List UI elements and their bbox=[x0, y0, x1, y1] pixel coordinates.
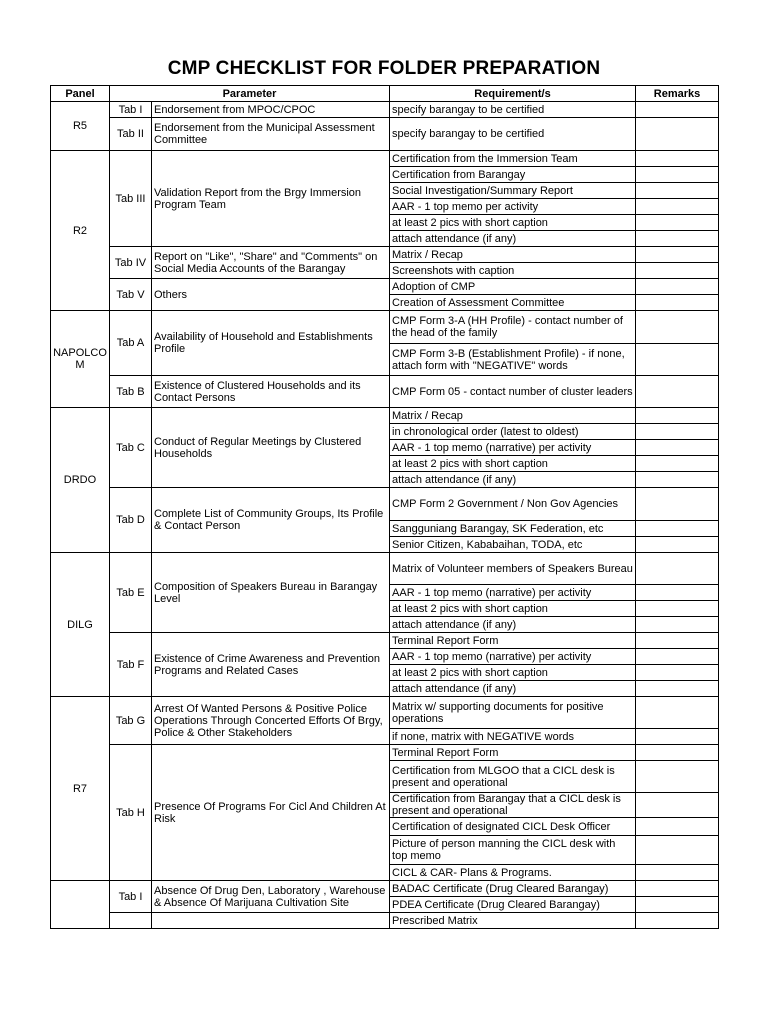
requirement-cell: Certification from Barangay that a CICL desk is present and operational bbox=[390, 793, 636, 818]
remarks-cell[interactable] bbox=[636, 521, 719, 537]
remarks-cell[interactable] bbox=[636, 456, 719, 472]
remarks-cell[interactable] bbox=[636, 865, 719, 881]
requirement-cell: Certification from MLGOO that a CICL desk is present and operational bbox=[390, 761, 636, 793]
table-row bbox=[51, 376, 719, 408]
parameter-cell bbox=[152, 913, 390, 929]
requirement-cell: Adoption of CMP bbox=[390, 279, 636, 295]
remarks-cell[interactable] bbox=[636, 215, 719, 231]
remarks-cell[interactable] bbox=[636, 617, 719, 633]
remarks-cell[interactable] bbox=[636, 681, 719, 697]
remarks-cell[interactable] bbox=[636, 311, 719, 344]
table-row bbox=[51, 408, 719, 424]
requirement-cell: at least 2 pics with short caption bbox=[390, 601, 636, 617]
parameter-cell: Report on "Like", "Share" and "Comments" on Social Media Accounts of the Barangay bbox=[152, 247, 390, 279]
checklist-table bbox=[50, 85, 719, 929]
table-row bbox=[51, 311, 719, 344]
tab-cell: Tab V bbox=[110, 279, 152, 311]
header-requirements: Requirement/s bbox=[390, 86, 636, 102]
parameter-cell: Others bbox=[152, 279, 390, 311]
requirement-cell: Matrix / Recap bbox=[390, 247, 636, 263]
table-row bbox=[51, 913, 719, 929]
requirement-cell: Creation of Assessment Committee bbox=[390, 295, 636, 311]
table-row bbox=[51, 247, 719, 263]
requirement-cell: CMP Form 05 - contact number of cluster leaders bbox=[390, 376, 636, 408]
parameter-cell: Composition of Speakers Bureau in Barangay Level bbox=[152, 553, 390, 633]
panel-cell: DRDO bbox=[51, 408, 110, 553]
requirement-cell: attach attendance (if any) bbox=[390, 472, 636, 488]
requirement-cell: AAR - 1 top memo per activity bbox=[390, 199, 636, 215]
remarks-cell[interactable] bbox=[636, 199, 719, 215]
table-row bbox=[51, 881, 719, 897]
remarks-cell[interactable] bbox=[636, 167, 719, 183]
tab-cell: Tab F bbox=[110, 633, 152, 697]
requirement-cell: Senior Citizen, Kababaihan, TODA, etc bbox=[390, 537, 636, 553]
table-row bbox=[51, 553, 719, 585]
requirement-cell: at least 2 pics with short caption bbox=[390, 215, 636, 231]
table-row bbox=[51, 697, 719, 729]
remarks-cell[interactable] bbox=[636, 408, 719, 424]
tab-cell: Tab III bbox=[110, 151, 152, 247]
remarks-cell[interactable] bbox=[636, 537, 719, 553]
remarks-cell[interactable] bbox=[636, 344, 719, 376]
requirement-cell: attach attendance (if any) bbox=[390, 681, 636, 697]
table-row bbox=[51, 151, 719, 167]
header-parameter: Parameter bbox=[110, 86, 390, 102]
remarks-cell[interactable] bbox=[636, 440, 719, 456]
parameter-cell: Validation Report from the Brgy Immersion Program Team bbox=[152, 151, 390, 247]
requirement-cell: at least 2 pics with short caption bbox=[390, 665, 636, 681]
tab-cell: Tab I bbox=[110, 881, 152, 913]
remarks-cell[interactable] bbox=[636, 665, 719, 681]
remarks-cell[interactable] bbox=[636, 263, 719, 279]
requirement-cell: specify barangay to be certified bbox=[390, 118, 636, 151]
remarks-cell[interactable] bbox=[636, 424, 719, 440]
remarks-cell[interactable] bbox=[636, 745, 719, 761]
remarks-cell[interactable] bbox=[636, 118, 719, 151]
remarks-cell[interactable] bbox=[636, 913, 719, 929]
requirement-cell: AAR - 1 top memo (narrative) per activity bbox=[390, 649, 636, 665]
tab-cell: Tab I bbox=[110, 102, 152, 118]
header-row bbox=[51, 86, 719, 102]
requirement-cell: CMP Form 2 Government / Non Gov Agencies bbox=[390, 488, 636, 521]
requirement-cell: AAR - 1 top memo (narrative) per activity bbox=[390, 585, 636, 601]
requirement-cell: PDEA Certificate (Drug Cleared Barangay) bbox=[390, 897, 636, 913]
remarks-cell[interactable] bbox=[636, 881, 719, 897]
table-row bbox=[51, 118, 719, 151]
remarks-cell[interactable] bbox=[636, 279, 719, 295]
requirement-cell: attach attendance (if any) bbox=[390, 231, 636, 247]
requirement-cell: Certification from the Immersion Team bbox=[390, 151, 636, 167]
requirement-cell: BADAC Certificate (Drug Cleared Barangay) bbox=[390, 881, 636, 897]
remarks-cell[interactable] bbox=[636, 897, 719, 913]
tab-cell: Tab H bbox=[110, 745, 152, 881]
parameter-cell: Arrest Of Wanted Persons & Positive Police Operations Through Concerted Efforts Of Brgy, Police & Other Stakeholders bbox=[152, 697, 390, 745]
remarks-cell[interactable] bbox=[636, 649, 719, 665]
table-row bbox=[51, 488, 719, 521]
parameter-cell: Conduct of Regular Meetings by Clustered Households bbox=[152, 408, 390, 488]
remarks-cell[interactable] bbox=[636, 102, 719, 118]
remarks-cell[interactable] bbox=[636, 231, 719, 247]
tab-cell: Tab G bbox=[110, 697, 152, 745]
requirement-cell: Picture of person manning the CICL desk with top memo bbox=[390, 836, 636, 865]
table-row bbox=[51, 633, 719, 649]
table-row bbox=[51, 279, 719, 295]
requirement-cell: attach attendance (if any) bbox=[390, 617, 636, 633]
remarks-cell[interactable] bbox=[636, 729, 719, 745]
panel-cell: R2 bbox=[51, 151, 110, 311]
remarks-cell[interactable] bbox=[636, 585, 719, 601]
header-remarks: Remarks bbox=[636, 86, 719, 102]
requirement-cell: Matrix / Recap bbox=[390, 408, 636, 424]
tab-cell: Tab E bbox=[110, 553, 152, 633]
tab-cell: Tab B bbox=[110, 376, 152, 408]
remarks-cell[interactable] bbox=[636, 472, 719, 488]
requirement-cell: Matrix w/ supporting documents for positive operations bbox=[390, 697, 636, 729]
parameter-cell: Complete List of Community Groups, Its Profile & Contact Person bbox=[152, 488, 390, 553]
requirement-cell: Terminal Report Form bbox=[390, 633, 636, 649]
tab-cell: Tab C bbox=[110, 408, 152, 488]
requirement-cell: Sangguniang Barangay, SK Federation, etc bbox=[390, 521, 636, 537]
remarks-cell[interactable] bbox=[636, 761, 719, 793]
panel-cell bbox=[51, 881, 110, 929]
remarks-cell[interactable] bbox=[636, 553, 719, 585]
table-row bbox=[51, 102, 719, 118]
panel-cell: NAPOLCO M bbox=[51, 311, 110, 408]
requirement-cell: if none, matrix with NEGATIVE words bbox=[390, 729, 636, 745]
remarks-cell[interactable] bbox=[636, 793, 719, 818]
tab-cell: Tab IV bbox=[110, 247, 152, 279]
remarks-cell[interactable] bbox=[636, 295, 719, 311]
requirement-cell: CMP Form 3-A (HH Profile) - contact number of the head of the family bbox=[390, 311, 636, 344]
panel-cell: R7 bbox=[51, 697, 110, 881]
requirement-cell: AAR - 1 top memo (narrative) per activity bbox=[390, 440, 636, 456]
remarks-cell[interactable] bbox=[636, 836, 719, 865]
page-title: CMP CHECKLIST FOR FOLDER PREPARATION bbox=[167, 58, 601, 79]
panel-cell: R5 bbox=[51, 102, 110, 151]
parameter-cell: Existence of Clustered Households and its Contact Persons bbox=[152, 376, 390, 408]
requirement-cell: specify barangay to be certified bbox=[390, 102, 636, 118]
requirement-cell: at least 2 pics with short caption bbox=[390, 456, 636, 472]
requirement-cell: CICL & CAR- Plans & Programs. bbox=[390, 865, 636, 881]
requirement-cell: Certification of designated CICL Desk Officer bbox=[390, 818, 636, 836]
tab-cell: Tab D bbox=[110, 488, 152, 553]
table-row bbox=[51, 745, 719, 761]
remarks-cell[interactable] bbox=[636, 376, 719, 408]
remarks-cell[interactable] bbox=[636, 697, 719, 729]
remarks-cell[interactable] bbox=[636, 183, 719, 199]
requirement-cell: Prescribed Matrix bbox=[390, 913, 636, 929]
remarks-cell[interactable] bbox=[636, 601, 719, 617]
requirement-cell: Certification from Barangay bbox=[390, 167, 636, 183]
requirement-cell: CMP Form 3-B (Establishment Profile) - if none, attach form with "NEGATIVE" words bbox=[390, 344, 636, 376]
parameter-cell: Absence Of Drug Den, Laboratory , Warehouse & Absence Of Marijuana Cultivation Site bbox=[152, 881, 390, 913]
header-panel: Panel bbox=[51, 86, 110, 102]
remarks-cell[interactable] bbox=[636, 488, 719, 521]
requirement-cell: Terminal Report Form bbox=[390, 745, 636, 761]
requirement-cell: Screenshots with caption bbox=[390, 263, 636, 279]
tab-cell: Tab II bbox=[110, 118, 152, 151]
requirement-cell: Social Investigation/Summary Report bbox=[390, 183, 636, 199]
tab-cell: Tab A bbox=[110, 311, 152, 376]
panel-cell: DILG bbox=[51, 553, 110, 697]
parameter-cell: Endorsement from MPOC/CPOC bbox=[152, 102, 390, 118]
parameter-cell: Availability of Household and Establishments Profile bbox=[152, 311, 390, 376]
tab-cell bbox=[110, 913, 152, 929]
remarks-cell[interactable] bbox=[636, 633, 719, 649]
parameter-cell: Presence Of Programs For Cicl And Children At Risk bbox=[152, 745, 390, 881]
remarks-cell[interactable] bbox=[636, 151, 719, 167]
remarks-cell[interactable] bbox=[636, 247, 719, 263]
requirement-cell: Matrix of Volunteer members of Speakers Bureau bbox=[390, 553, 636, 585]
remarks-cell[interactable] bbox=[636, 818, 719, 836]
parameter-cell: Existence of Crime Awareness and Prevention Programs and Related Cases bbox=[152, 633, 390, 697]
requirement-cell: in chronological order (latest to oldest) bbox=[390, 424, 636, 440]
parameter-cell: Endorsement from the Municipal Assessment Committee bbox=[152, 118, 390, 151]
